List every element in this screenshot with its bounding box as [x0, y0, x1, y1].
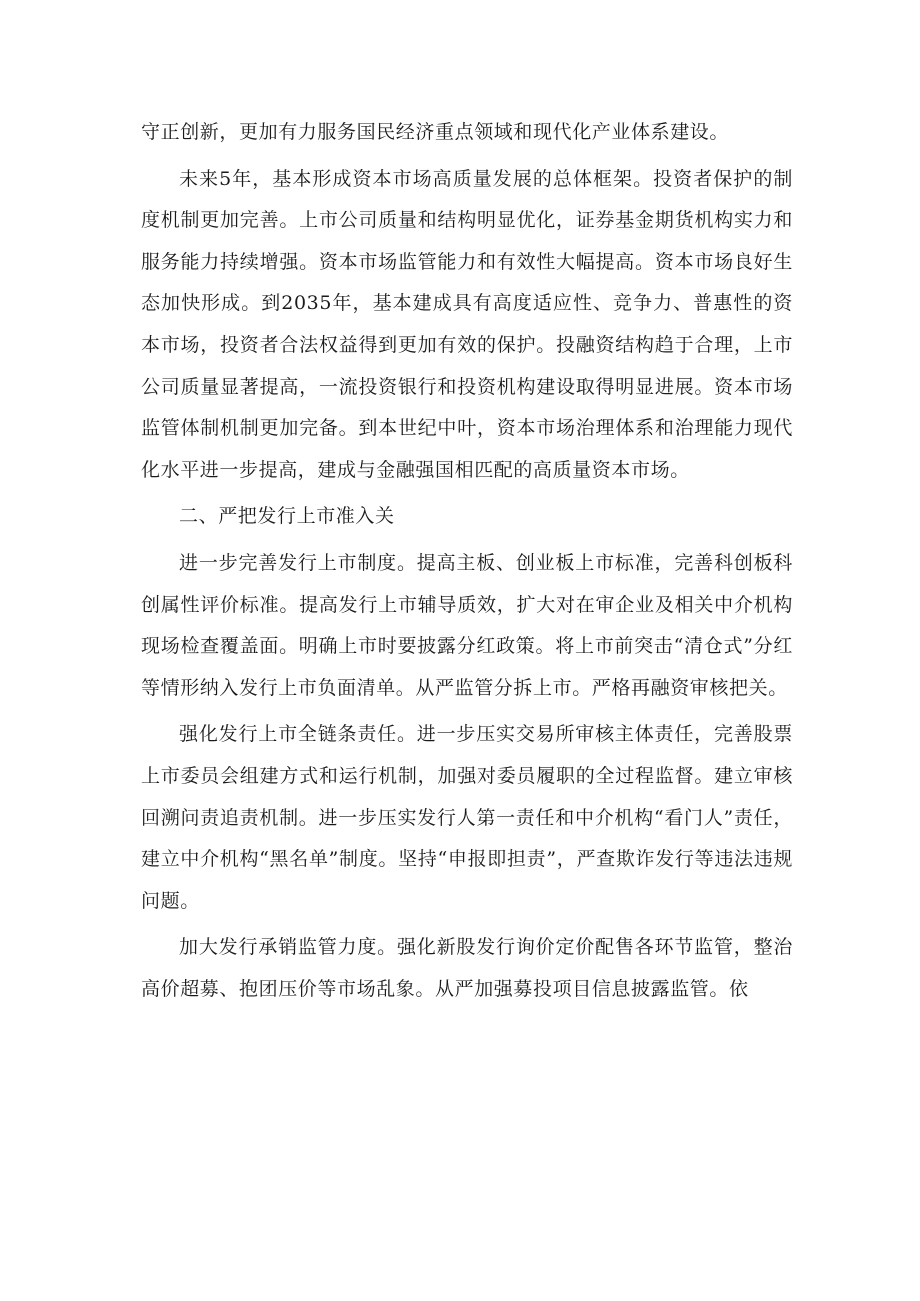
paragraph-responsibility: 强化发行上市全链条责任。进一步压实交易所审核主体责任，完善股票上市委员会组建方式和运行机制，加强对委员履职的全过程监督。建立审核回溯问责追责机制。进一步压实发行人第一责任和中介机构“看门人”责任，建立中介机构“黑名单”制度。坚持“申报即担责”，严查欺诈发行等违法违规问题。	[141, 723, 793, 912]
paragraph-listing-system: 进一步完善发行上市制度。提高主板、创业板上市标准，完善科创板科创属性评价标准。提高发行上市辅导质效，扩大对在审企业及相关中介机构现场检查覆盖面。明确上市时要披露分红政策。将上市前突击“清仓式”分红等情形纳入发行上市负面清单。从严监管分拆上市。严格再融资审核把关。	[141, 551, 793, 699]
paragraph-goals: 未来5年，基本形成资本市场高质量发展的总体框架。投资者保护的制度机制更加完善。上市公司质量和结构明显优化，证券基金期货机构实力和服务能力持续增强。资本市场监管能力和有效性大幅提高。资本市场良好生态加快形成。到2035年，基本建成具有高度适应性、竞争力、普惠性的资本市场，投资者合法权益得到更加有效的保护。投融资结构趋于合理，上市公司质量显著提高，一流投资银行和投资机构建设取得明显进展。资本市场监管体制机制更加完备。到本世纪中叶，资本市场治理体系和治理能力现代化水平进一步提高，建成与金融强国相匹配的高质量资本市场。	[141, 167, 793, 481]
paragraph-continuation: 守正创新，更加有力服务国民经济重点领域和现代化产业体系建设。	[141, 121, 730, 143]
section-heading: 二、严把发行上市准入关	[179, 505, 395, 528]
paragraph-underwriting: 加大发行承销监管力度。强化新股发行询价定价配售各环节监管，整治高价超募、抱团压价等市场乱象。从严加强募投项目信息披露监管。依	[141, 936, 793, 1000]
document-body	[141, 112, 793, 1015]
